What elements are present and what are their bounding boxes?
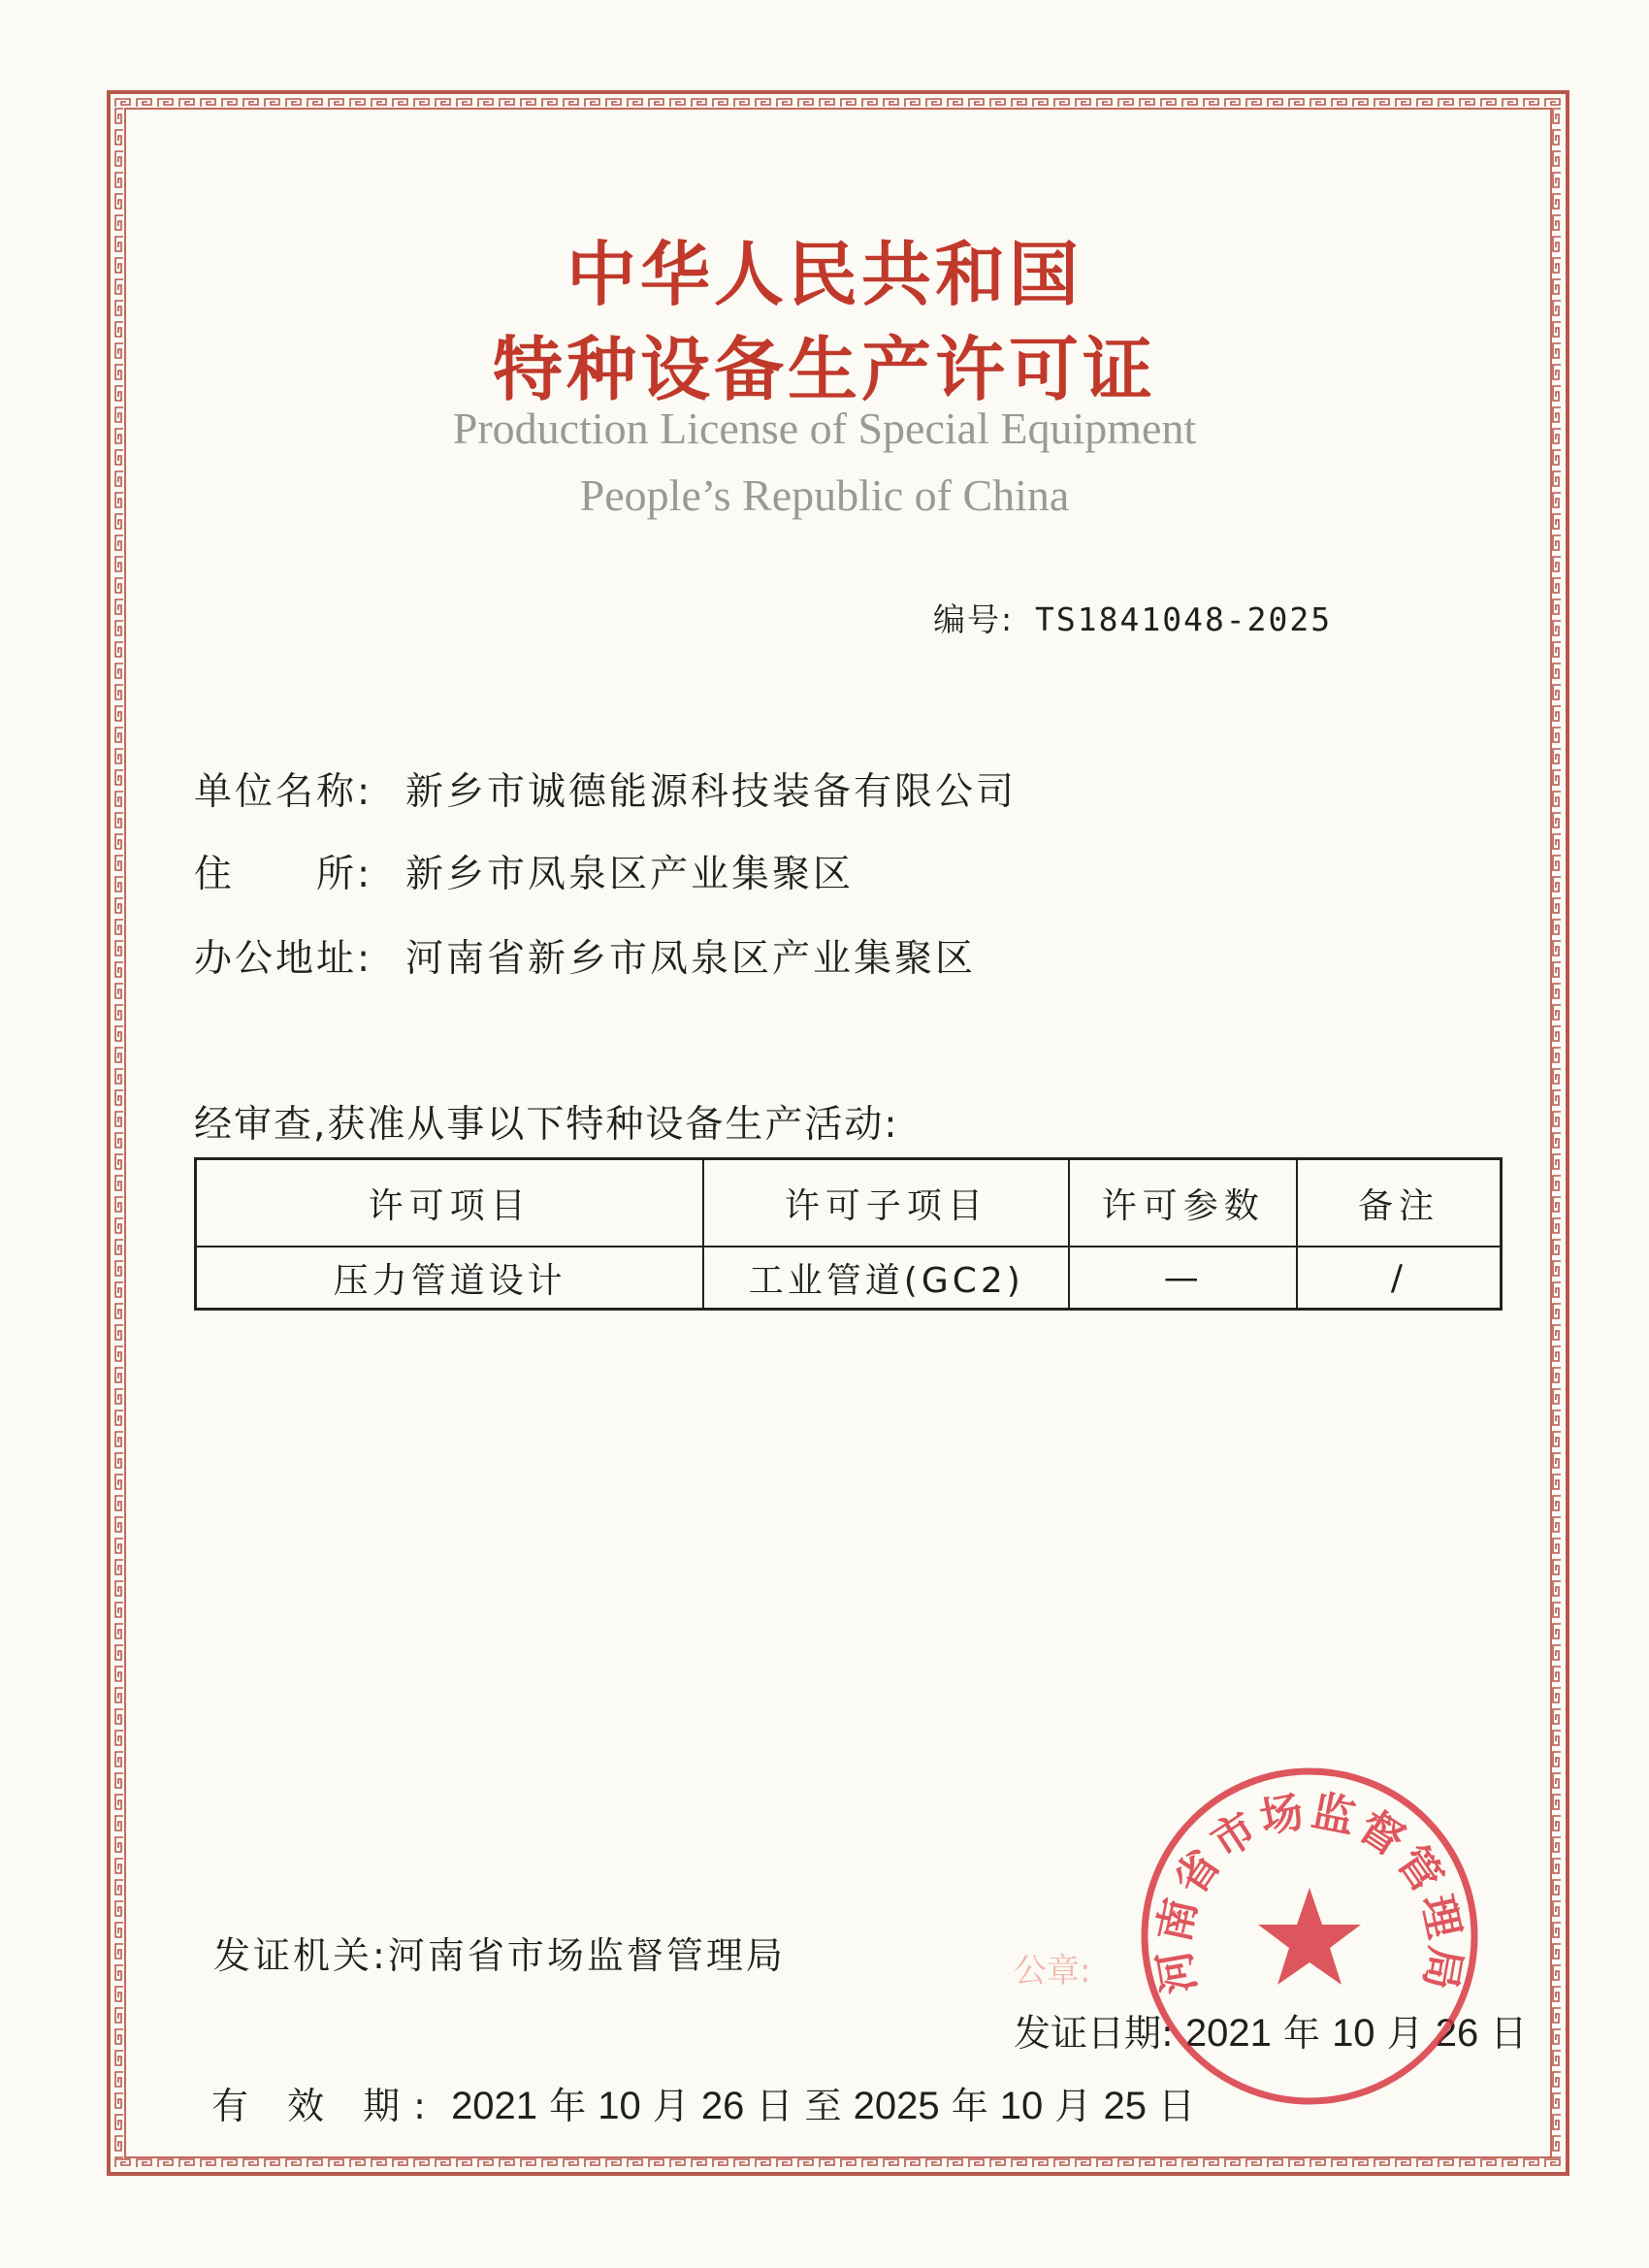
- company-name-label: 单位名称:: [194, 770, 373, 814]
- validity-period: 有 效 期: 2021 年 10 月 26 日 至 2025 年 10 月 25 日: [211, 2085, 1196, 2127]
- title-cn-line2: 特种设备生产许可证: [492, 329, 1156, 410]
- fret-border-bottom: [114, 2158, 1562, 2168]
- validity-label: 有 效 期:: [211, 2085, 439, 2127]
- title-en-line1: Production License of Special Equipment: [452, 404, 1197, 453]
- table-cell: 压力管道设计: [196, 1247, 704, 1310]
- table-row: [196, 1247, 1502, 1310]
- issue-date: 发证日期: 2021 年 10 月 26 日: [1014, 2012, 1528, 2055]
- validity-from-month: 10: [598, 2085, 641, 2127]
- residence-field: [194, 844, 854, 898]
- issue-day: 26: [1435, 2012, 1479, 2055]
- certificate-number-value: TS1841048-2025: [1035, 600, 1333, 638]
- title-en-line2: People’s Republic of China: [579, 470, 1070, 520]
- table-cell: —: [1069, 1247, 1296, 1310]
- certificate-number-label: 编号:: [933, 600, 1015, 638]
- residence-value: 新乡市凤泉区产业集聚区: [405, 853, 855, 896]
- issue-year: 2021: [1184, 2012, 1272, 2055]
- office-address-value: 河南省新乡市凤泉区产业集聚区: [405, 937, 977, 981]
- issue-date-label: 发证日期:: [1014, 2012, 1174, 2055]
- approval-statement: 经审查,获准从事以下特种设备生产活动:: [194, 1103, 899, 1147]
- certificate-number: [933, 595, 1332, 640]
- residence-label: 住 所:: [194, 853, 373, 896]
- column-header: 许可参数: [1069, 1159, 1296, 1247]
- issue-month: 10: [1332, 2012, 1375, 2055]
- validity-from-day: 26: [700, 2085, 745, 2127]
- validity-to-year: 2025: [853, 2085, 940, 2127]
- seal-label: 公章:: [1014, 1952, 1091, 1991]
- office-address-field: [194, 928, 976, 983]
- fret-border-top: [114, 98, 1562, 108]
- company-name-field: [194, 761, 1017, 816]
- issuing-authority: [213, 1926, 786, 1979]
- seal-text: 河南省市场监督管理局: [1148, 1786, 1471, 1997]
- column-header: 许可子项目: [703, 1159, 1069, 1247]
- official-seal-icon: [1137, 1764, 1482, 2109]
- validity-to-month: 10: [999, 2085, 1044, 2127]
- office-address-label: 办公地址:: [194, 937, 373, 981]
- permit-table: [194, 1157, 1503, 1311]
- issuing-authority-label: 发证机关:: [213, 1934, 388, 1977]
- issuing-authority-value: 河南省市场监督管理局: [387, 1934, 786, 1977]
- validity-to-day: 25: [1103, 2085, 1147, 2127]
- table-header-row: [196, 1159, 1502, 1247]
- validity-from-year: 2021: [451, 2085, 538, 2127]
- table-cell: 工业管道(GC2): [703, 1247, 1069, 1310]
- star-icon: [1258, 1888, 1361, 1985]
- column-header: 备注: [1297, 1159, 1502, 1247]
- title-cn-line1: 中华人民共和国: [566, 234, 1083, 315]
- company-name-value: 新乡市诚德能源科技装备有限公司: [405, 770, 1018, 814]
- table-cell: /: [1297, 1247, 1502, 1310]
- column-header: 许可项目: [196, 1159, 704, 1247]
